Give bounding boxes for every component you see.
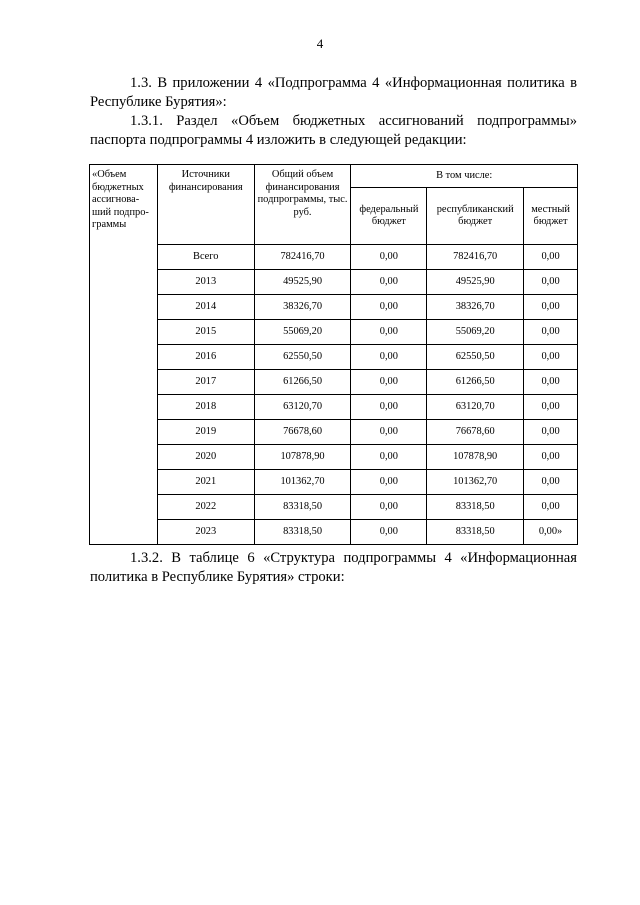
paragraph-appendix-4-text: 1.3. В приложении 4 «Подпрограмма 4 «Информационная политика в Республике Бурятия»: <box>90 75 577 110</box>
cell-total: 63120,70 <box>254 395 351 420</box>
table-row <box>90 345 578 370</box>
cell-label: 2020 <box>157 445 254 470</box>
cell-label: 2018 <box>157 395 254 420</box>
paragraph-appendix-4 <box>90 74 577 112</box>
cell-federal: 0,00 <box>351 470 427 495</box>
cell-label: 2019 <box>157 420 254 445</box>
cell-local: 0,00 <box>524 345 578 370</box>
cell-label: 2021 <box>157 470 254 495</box>
cell-total: 83318,50 <box>254 520 351 545</box>
cell-total: 101362,70 <box>254 470 351 495</box>
cell-local: 0,00 <box>524 445 578 470</box>
cell-republic: 63120,70 <box>427 395 524 420</box>
table-row <box>90 495 578 520</box>
cell-label: 2017 <box>157 370 254 395</box>
table-row <box>90 470 578 495</box>
cell-label: 2013 <box>157 270 254 295</box>
cell-federal: 0,00 <box>351 245 427 270</box>
cell-label: 2014 <box>157 295 254 320</box>
header-republic: республиканский бюджет <box>427 188 524 245</box>
cell-label: 2022 <box>157 495 254 520</box>
paragraph-table-6-text: 1.3.2. В таблице 6 «Структура подпрограммы 4 «Информационная политика в Республике Бурятия» строки: <box>90 550 577 585</box>
header-source: Источники финансирования <box>157 165 254 245</box>
cell-republic: 782416,70 <box>427 245 524 270</box>
cell-republic: 61266,50 <box>427 370 524 395</box>
cell-local: 0,00 <box>524 320 578 345</box>
cell-label: 2016 <box>157 345 254 370</box>
budget-table-stub: «Объем бюджетных ассигнова-ший подпро-граммы <box>90 165 158 545</box>
table-row <box>90 395 578 420</box>
cell-total: 782416,70 <box>254 245 351 270</box>
cell-local: 0,00 <box>524 495 578 520</box>
table-row <box>90 295 578 320</box>
cell-label: 2023 <box>157 520 254 545</box>
cell-republic: 83318,50 <box>427 520 524 545</box>
cell-federal: 0,00 <box>351 420 427 445</box>
table-row <box>90 520 578 545</box>
cell-federal: 0,00 <box>351 395 427 420</box>
budget-table <box>89 164 578 545</box>
cell-local: 0,00 <box>524 245 578 270</box>
cell-republic: 76678,60 <box>427 420 524 445</box>
cell-total: 49525,90 <box>254 270 351 295</box>
table-row <box>90 245 578 270</box>
cell-total: 38326,70 <box>254 295 351 320</box>
cell-republic: 83318,50 <box>427 495 524 520</box>
cell-federal: 0,00 <box>351 345 427 370</box>
cell-total: 62550,50 <box>254 345 351 370</box>
cell-total: 76678,60 <box>254 420 351 445</box>
cell-federal: 0,00 <box>351 270 427 295</box>
table-row <box>90 370 578 395</box>
table-row <box>90 270 578 295</box>
cell-federal: 0,00 <box>351 495 427 520</box>
cell-label: 2015 <box>157 320 254 345</box>
paragraph-section-budget <box>90 112 577 150</box>
cell-label: Всего <box>157 245 254 270</box>
table-row <box>90 320 578 345</box>
cell-local: 0,00 <box>524 420 578 445</box>
header-local: местный бюджет <box>524 188 578 245</box>
cell-republic: 49525,90 <box>427 270 524 295</box>
cell-federal: 0,00 <box>351 520 427 545</box>
page-number: 4 <box>316 36 324 51</box>
header-including: В том числе: <box>351 165 578 188</box>
table-row <box>90 420 578 445</box>
cell-local: 0,00 <box>524 370 578 395</box>
cell-republic: 107878,90 <box>427 445 524 470</box>
cell-total: 107878,90 <box>254 445 351 470</box>
cell-republic: 38326,70 <box>427 295 524 320</box>
cell-federal: 0,00 <box>351 370 427 395</box>
cell-local: 0,00» <box>524 520 578 545</box>
header-total: Общий объем финансирования подпрограммы, тыс. руб. <box>254 165 351 245</box>
cell-local: 0,00 <box>524 470 578 495</box>
cell-total: 83318,50 <box>254 495 351 520</box>
cell-total: 55069,20 <box>254 320 351 345</box>
cell-local: 0,00 <box>524 270 578 295</box>
header-federal: федеральный бюджет <box>351 188 427 245</box>
cell-republic: 55069,20 <box>427 320 524 345</box>
paragraph-section-budget-text: 1.3.1. Раздел «Объем бюджетных ассигнований подпрограммы» паспорта подпрограммы 4 изложить в следующей редакции: <box>90 113 577 148</box>
table-row <box>90 445 578 470</box>
cell-local: 0,00 <box>524 295 578 320</box>
cell-federal: 0,00 <box>351 295 427 320</box>
cell-federal: 0,00 <box>351 320 427 345</box>
cell-republic: 62550,50 <box>427 345 524 370</box>
paragraph-table-6 <box>90 549 577 587</box>
cell-local: 0,00 <box>524 395 578 420</box>
cell-total: 61266,50 <box>254 370 351 395</box>
cell-republic: 101362,70 <box>427 470 524 495</box>
cell-federal: 0,00 <box>351 445 427 470</box>
